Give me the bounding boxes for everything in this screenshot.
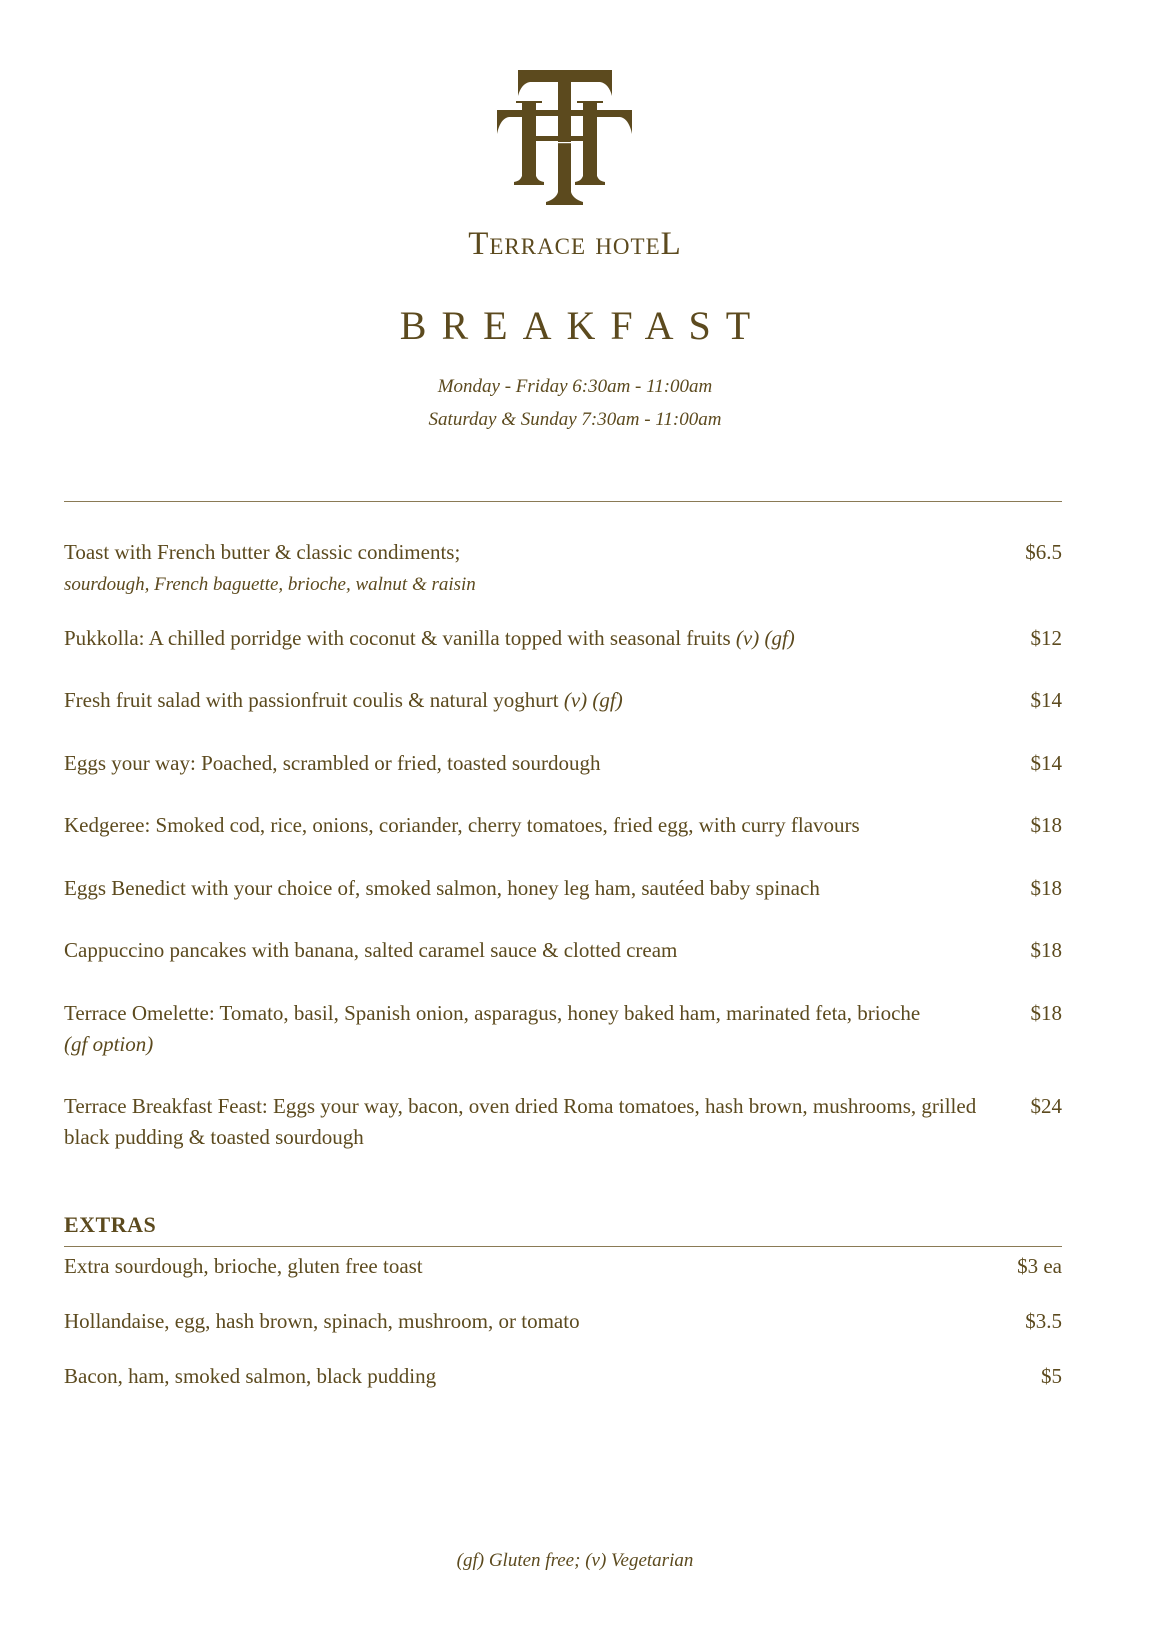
extras-divider xyxy=(64,1246,1062,1247)
item-subtext: sourdough, French baguette, brioche, walnut & raisin xyxy=(64,574,476,595)
item-name: Eggs your way: Poached, scrambled or fried, toasted sourdough xyxy=(64,751,601,775)
item-price: $18 xyxy=(1030,1001,1062,1025)
item-name: Eggs Benedict with your choice of, smoked salmon, honey leg ham, sautéed baby spinach xyxy=(64,876,820,900)
item-price: $24 xyxy=(1030,1094,1062,1118)
extras-item xyxy=(64,1251,1062,1282)
extra-price: $3.5 xyxy=(1025,1309,1062,1333)
menu-item xyxy=(64,748,1062,779)
extra-price: $3 ea xyxy=(1017,1254,1062,1278)
item-price: $18 xyxy=(1030,876,1062,900)
weekend-hours: Saturday & Sunday 7:30am - 11:00am xyxy=(428,409,722,430)
menu-item xyxy=(64,685,1062,716)
dietary-tags: (v) (gf) xyxy=(735,626,795,650)
dietary-legend: (gf) Gluten free; (v) Vegetarian xyxy=(456,1550,694,1571)
item-price: $18 xyxy=(1030,813,1062,837)
menu-item xyxy=(64,998,1062,1060)
extras-heading: EXTRAS xyxy=(64,1212,157,1237)
weekday-hours: Monday - Friday 6:30am - 11:00am xyxy=(437,376,713,397)
item-name: Pukkolla: A chilled porridge with coconut & vanilla topped with seasonal fruits xyxy=(64,626,731,650)
hotel-name: Terrace hoteL xyxy=(468,226,682,262)
item-name: Kedgeree: Smoked cod, rice, onions, coriander, cherry tomatoes, fried egg, with curry flavours xyxy=(64,813,860,837)
item-price: $18 xyxy=(1030,938,1062,962)
menu-item xyxy=(64,935,1062,966)
item-subtext: (gf option) xyxy=(64,1032,154,1056)
th-monogram-icon xyxy=(496,68,636,208)
item-name: Toast with French butter & classic condiments; xyxy=(64,540,461,564)
item-price: $14 xyxy=(1030,751,1062,775)
menu-item xyxy=(64,537,1062,600)
menu-item xyxy=(64,873,1062,904)
divider xyxy=(64,501,1062,502)
extra-price: $5 xyxy=(1041,1364,1062,1388)
extra-name: Bacon, ham, smoked salmon, black pudding xyxy=(64,1364,437,1388)
item-name: Cappuccino pancakes with banana, salted caramel sauce & clotted cream xyxy=(64,938,678,962)
menu-item xyxy=(64,623,1062,654)
extra-name: Hollandaise, egg, hash brown, spinach, mushroom, or tomato xyxy=(64,1309,580,1333)
menu-item xyxy=(64,810,1062,841)
menu-item xyxy=(64,1091,1062,1153)
item-name: Terrace Omelette: Tomato, basil, Spanish onion, asparagus, honey baked ham, marinated feta, brioche xyxy=(64,1001,921,1025)
menu-title: BREAKFAST xyxy=(399,303,766,348)
extras-item xyxy=(64,1361,1062,1392)
item-name: Terrace Breakfast Feast: Eggs your way, bacon, oven dried Roma tomatoes, hash brown, mushrooms, grilled black pudding & toasted sourdough xyxy=(64,1094,977,1149)
dietary-tags: (v) (gf) xyxy=(563,688,623,712)
extra-name: Extra sourdough, brioche, gluten free toast xyxy=(64,1254,423,1278)
extras-item xyxy=(64,1306,1062,1337)
item-price: $6.5 xyxy=(1025,540,1062,564)
item-price: $14 xyxy=(1030,688,1062,712)
item-name: Fresh fruit salad with passionfruit coulis & natural yoghurt xyxy=(64,688,559,712)
item-price: $12 xyxy=(1030,626,1062,650)
